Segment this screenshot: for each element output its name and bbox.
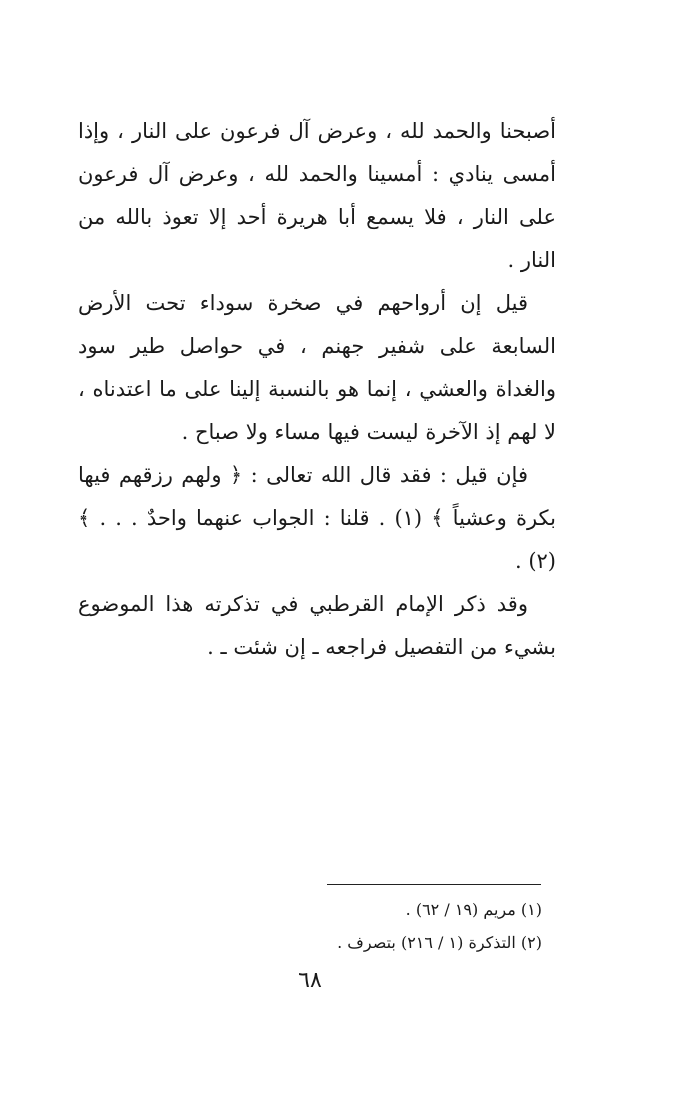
- page-number: ٦٨: [298, 968, 322, 993]
- paragraph-2: قيل إن أرواحهم في صخرة سوداء تحت الأرض السابعة على شفير جهنم ، في حواصل طير سود والغداة والعشي ، إنما هو بالنسبة إلينا على ما اعتدناه ، لا لهم إذ الآخرة ليست فيها مساء ولا صباح .: [78, 291, 556, 444]
- footnote-separator: [327, 884, 541, 885]
- main-text: [78, 110, 556, 669]
- footnotes: [250, 893, 542, 959]
- paragraph-1: أصبحنا والحمد لله ، وعرض آل فرعون على النار ، وإذا أمسى ينادي : أمسينا والحمد لله ، وعرض آل فرعون على النار ، فلا يسمع أبا هريرة أحد إلا تعوذ بالله من النار .: [78, 119, 556, 272]
- paragraph-4: وقد ذكر الإمام القرطبي في تذكرته هذا الموضوع بشيء من التفصيل فراجعه ـ إن شئت ـ .: [78, 592, 556, 659]
- footnote-1: (١) مريم (١٩ / ٦٢) .: [405, 900, 542, 919]
- footnote-2: (٢) التذكرة (١ / ٢١٦) بتصرف .: [337, 933, 542, 952]
- paragraph-3: فإن قيل : فقد قال الله تعالى : ﴿ ولهم رزقهم فيها بكرة وعشياً ﴾ (١) . قلنا : الجواب عنهما واحدٌ . . . ﴾ (٢) .: [78, 463, 556, 573]
